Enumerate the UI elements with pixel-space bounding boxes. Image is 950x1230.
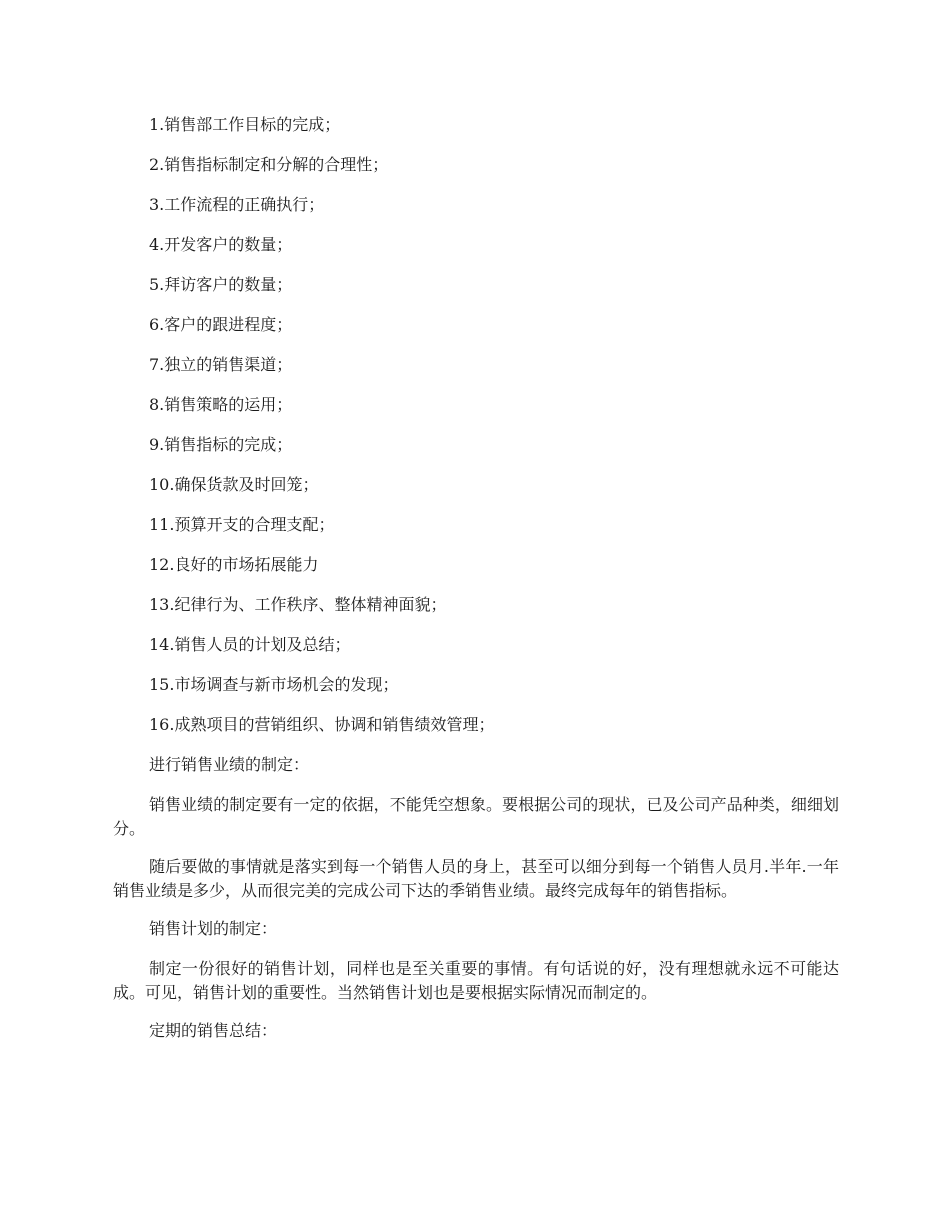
- list-item: 1.销售部工作目标的完成；: [149, 115, 341, 134]
- plan-heading: 销售计划的制定：: [149, 919, 278, 938]
- list-item: 6.客户的跟进程度；: [149, 315, 293, 334]
- list-item: 3.工作流程的正确执行；: [149, 195, 325, 214]
- list-item: 16.成熟项目的营销组织、协调和销售绩效管理；: [149, 715, 495, 734]
- list-item: 2.销售指标制定和分解的合理性；: [149, 155, 389, 174]
- list-item: 5.拜访客户的数量；: [149, 275, 293, 294]
- list-item: 12.良好的市场拓展能力: [149, 555, 319, 574]
- list-item: 7.独立的销售渠道；: [149, 355, 293, 374]
- plan-paragraph: 制定一份很好的销售计划，同样也是至关重要的事情。有句话说的好，没有理想就永远不可能达成。可见，销售计划的重要性。当然销售计划也是要根据实际情况而制定的。: [113, 959, 839, 1002]
- document-body: [113, 113, 839, 1059]
- summary-heading: 定期的销售总结：: [149, 1021, 278, 1040]
- performance-heading: 进行销售业绩的制定：: [149, 755, 310, 774]
- list-item: 8.销售策略的运用；: [149, 395, 293, 414]
- list-item: 11.预算开支的合理支配；: [149, 515, 335, 534]
- list-item: 15.市场调查与新市场机会的发现；: [149, 675, 399, 694]
- list-item: 4.开发客户的数量；: [149, 235, 293, 254]
- performance-paragraph-1: 销售业绩的制定要有一定的依据，不能凭空想象。要根据公司的现状，已及公司产品种类，细细划分。: [113, 795, 839, 838]
- list-item: 9.销售指标的完成；: [149, 435, 293, 454]
- list-item: 14.销售人员的计划及总结；: [149, 635, 351, 654]
- list-item: 10.确保货款及时回笼；: [149, 475, 319, 494]
- performance-paragraph-2: 随后要做的事情就是落实到每一个销售人员的身上，甚至可以细分到每一个销售人员月.半年.一年销售业绩是多少，从而很完美的完成公司下达的季销售业绩。最终完成每年的销售指标。: [113, 857, 839, 900]
- list-item: 13.纪律行为、工作秩序、整体精神面貌；: [149, 595, 447, 614]
